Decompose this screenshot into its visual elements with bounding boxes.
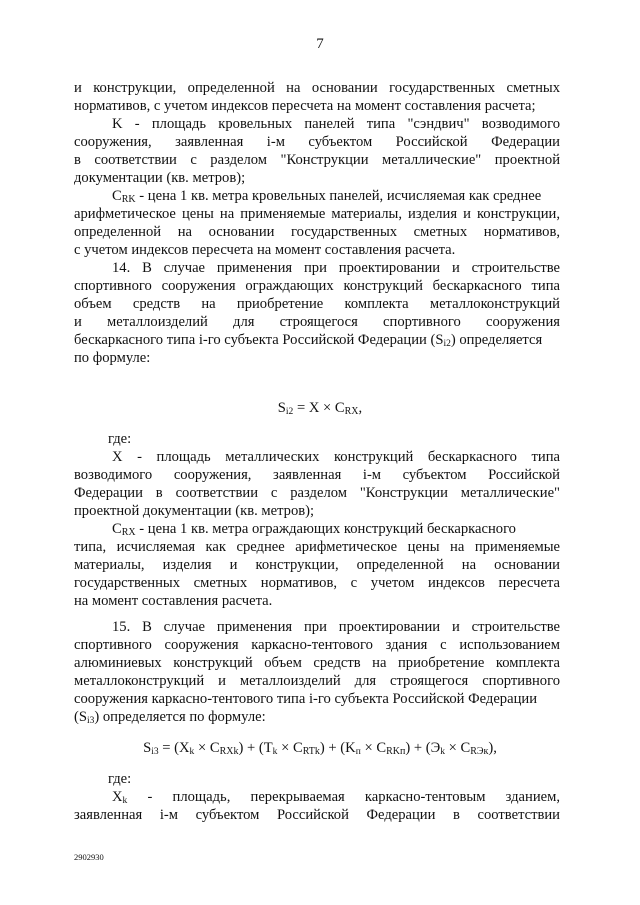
text-line: заявленная i-м субъектом Российской Федерации в соответствии xyxy=(74,807,560,823)
punctuation: ) xyxy=(238,740,244,756)
operator: = xyxy=(158,740,175,756)
subscript: k xyxy=(233,746,239,757)
text-line xyxy=(74,708,560,726)
text-line: металлоконструкций и металлоизделий для строящегося спортивного xyxy=(74,673,560,689)
symbol: C xyxy=(376,740,387,756)
text-line: где: xyxy=(108,431,132,447)
text-line: проектной документации (кв. метров); xyxy=(74,503,315,519)
subscript: i2 xyxy=(285,407,294,417)
text-line: типа, исчисляемая как среднее арифметическое цены на применяемые xyxy=(74,539,560,555)
text-fragment: - площадь, перекрываемая каркасно-тентовым зданием, xyxy=(147,789,561,805)
operator: × xyxy=(277,740,293,756)
punctuation: ) xyxy=(405,740,411,756)
text-line xyxy=(112,520,560,538)
subscript: RЭк xyxy=(470,746,489,757)
text-line: материалы, изделия и конструкции, определенной на основании xyxy=(74,557,560,573)
punctuation: ( xyxy=(340,740,346,756)
subscript: k xyxy=(189,747,195,757)
punctuation: , xyxy=(358,400,363,416)
operator: + xyxy=(324,740,341,756)
symbol: C xyxy=(292,740,303,756)
punctuation: ( xyxy=(258,740,264,756)
text-line: спортивного сооружения каркасно-тентового здания с использованием xyxy=(74,637,560,653)
text-line: алюминиевых конструкций объем средств на приобретение комплекта xyxy=(74,655,560,671)
text-line: документации (кв. метров); xyxy=(74,170,246,186)
symbol: X xyxy=(179,740,190,756)
subscript: RX xyxy=(121,527,136,538)
symbol: C xyxy=(209,740,220,756)
subscript: k xyxy=(122,796,128,806)
symbol: S xyxy=(277,400,286,416)
page-number: 7 xyxy=(316,36,324,52)
subscript: RK xyxy=(121,194,136,205)
symbol: T xyxy=(263,740,273,756)
subscript: RKп xyxy=(386,746,406,757)
punctuation: , xyxy=(493,740,497,756)
text-line: 15. В случае применения при проектировании и строительстве xyxy=(112,619,560,635)
document-code: 2902930 xyxy=(74,852,104,862)
text-line: и металлоизделий для строящегося спортивного сооружения xyxy=(74,314,560,330)
text-line: на момент составления расчета. xyxy=(74,593,273,609)
text-line: где: xyxy=(108,771,132,787)
text-line: с учетом индексов пересчета на момент составления расчета. xyxy=(74,242,456,258)
symbol: X xyxy=(112,789,123,805)
operator: × xyxy=(319,400,335,416)
formula-s-i3 xyxy=(0,739,640,757)
punctuation: ) xyxy=(319,740,325,756)
text-fragment: ) определяется по формуле: xyxy=(94,709,266,725)
symbol: S xyxy=(143,740,152,756)
punctuation: ( xyxy=(174,740,179,756)
symbol: C xyxy=(460,740,471,756)
text-line: возводимого сооружения, заявленная i-м субъектом Российской xyxy=(74,467,560,483)
text-line: X - площадь металлических конструкций бескаркасного типа xyxy=(112,449,560,465)
subscript: k xyxy=(440,747,445,757)
subscript: i3 xyxy=(86,716,95,726)
subscript: RX xyxy=(219,746,234,757)
text-line: K - площадь кровельных панелей типа "сэндвич" возводимого xyxy=(112,116,560,132)
text-line: нормативов, с учетом индексов пересчета на момент составления расчета; xyxy=(74,98,536,114)
operator: = xyxy=(293,400,309,416)
text-fragment: - цена 1 кв. метра кровельных панелей, исчисляемая как среднее xyxy=(139,188,542,204)
symbol: Э xyxy=(430,740,441,756)
symbol: C xyxy=(112,521,122,537)
text-line xyxy=(112,788,560,806)
subscript: i3 xyxy=(151,747,159,757)
subscript: RTk xyxy=(302,746,320,757)
text-line: по формуле: xyxy=(74,350,151,366)
text-line: в соответствии с разделом "Конструкции металлические" проектной xyxy=(74,152,560,168)
operator: × xyxy=(360,740,377,756)
formula-s-i2 xyxy=(0,399,640,417)
text-line: арифметическое цены на применяемые материалы, изделия и конструкции, xyxy=(74,206,560,222)
punctuation: ) xyxy=(488,740,494,756)
text-line: сооружения каркасно-тентового типа i-го субъекта Российской Федерации xyxy=(74,691,538,707)
text-line: и конструкции, определенной на основании государственных сметных xyxy=(74,80,560,96)
subscript: k xyxy=(272,747,278,757)
operator: × xyxy=(194,740,210,756)
operator: + xyxy=(243,740,259,756)
text-line xyxy=(74,331,560,349)
text-line: спортивного сооружения ограждающих конструкций бескаркасного типа xyxy=(74,278,560,294)
text-fragment: (S xyxy=(74,709,87,725)
text-fragment: бескаркасного типа i-го субъекта Российской Федерации (S xyxy=(74,332,444,348)
subscript: п xyxy=(355,747,361,757)
text-line: государственных сметных нормативов, с учетом индексов пересчета xyxy=(74,575,560,591)
subscript: i2 xyxy=(443,339,451,349)
text-line: 14. В случае применения при проектировании и строительстве xyxy=(112,260,560,276)
punctuation: ( xyxy=(425,740,431,756)
text-line: сооружения, заявленная i-м субъектом Российской Федерации xyxy=(74,134,560,150)
symbol: C xyxy=(334,400,345,416)
text-line: Федерации в соответствии с разделом "Конструкции металлические" xyxy=(74,485,560,501)
symbol: X xyxy=(308,400,320,416)
text-fragment: - цена 1 кв. метра ограждающих конструкций бескаркасного xyxy=(139,521,516,537)
text-fragment: ) определяется xyxy=(450,332,543,348)
symbol: K xyxy=(345,740,356,756)
subscript: RX xyxy=(344,406,359,417)
symbol: C xyxy=(112,188,122,204)
text-line xyxy=(112,187,560,205)
operator: + xyxy=(410,740,426,756)
text-line: объем средств на приобретение комплекта металлоконструкций xyxy=(74,296,560,312)
operator: × xyxy=(444,740,461,756)
text-line: определенной на основании государственных сметных нормативов, xyxy=(74,224,560,240)
